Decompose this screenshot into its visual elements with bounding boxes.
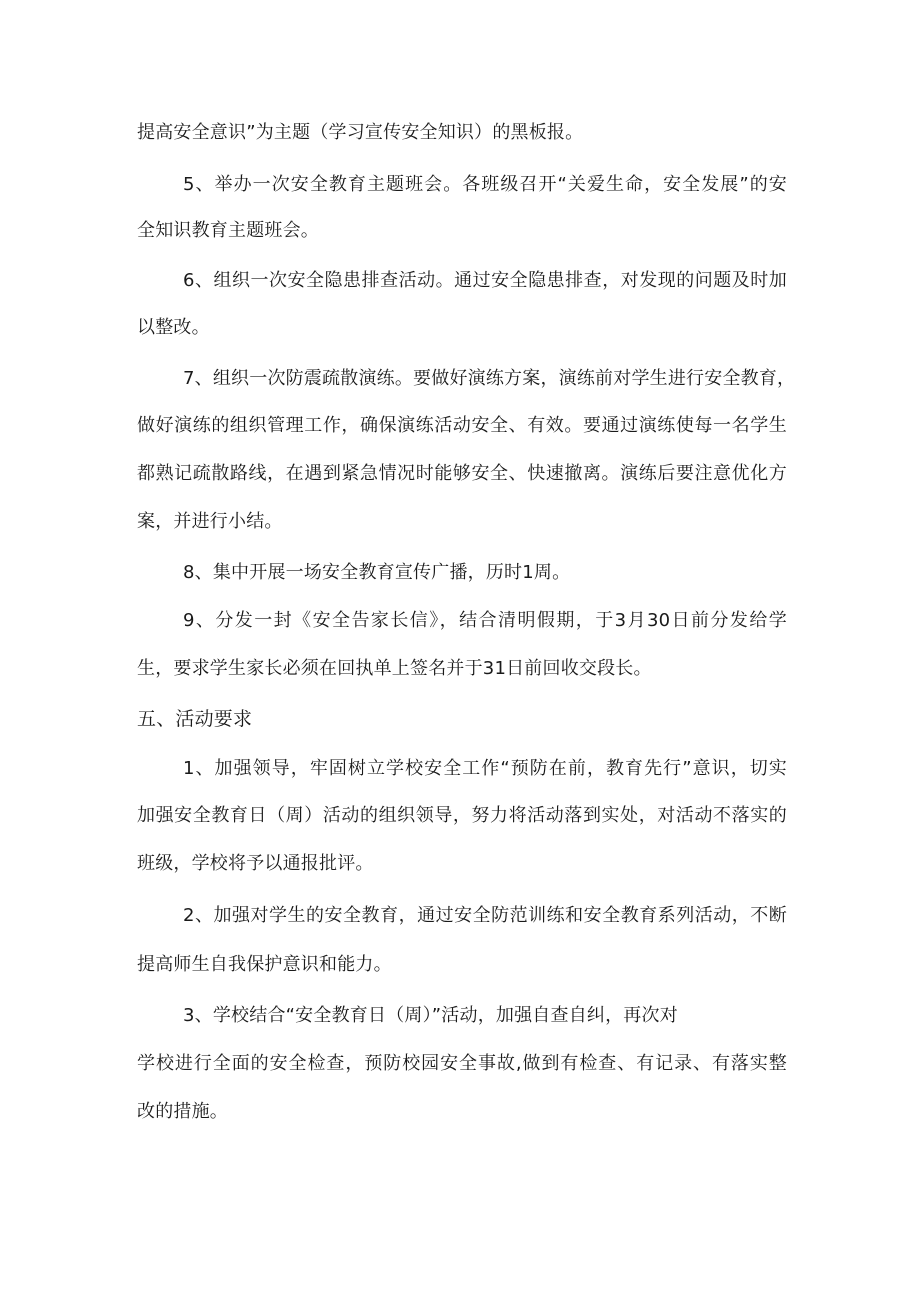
- requirement-2-line-1: 2、加强对学生的安全教育，通过安全防范训练和安全教育系列活动，不断: [183, 905, 787, 926]
- list-item-9-line-2: 生，要求学生家长必须在回执单上签名并于31日前回收交段长。: [137, 658, 652, 679]
- list-item-5-line-1: 5、举办一次安全教育主题班会。各班级召开“关爱生命，安全发展”的安: [183, 174, 787, 195]
- list-item-7-line-1: 7、组织一次防震疏散演练。要做好演练方案，演练前对学生进行安全教育，: [183, 368, 796, 389]
- list-item-6-line-2: 以整改。: [137, 317, 210, 338]
- requirement-2-line-2: 提高师生自我保护意识和能力。: [137, 954, 392, 975]
- section-heading: 五、活动要求: [137, 708, 253, 730]
- requirement-3-line-1: 3、学校结合“安全教育日（周）”活动，加强自查自纠，再次对: [183, 1005, 678, 1026]
- requirement-1-line-1: 1、加强领导，牢固树立学校安全工作“预防在前，教育先行”意识，切实: [183, 758, 787, 779]
- requirement-1-line-3: 班级，学校将予以通报批评。: [137, 853, 374, 874]
- list-item-7-line-3: 都熟记疏散路线，在遇到紧急情况时能够安全、快速撤离。演练后要注意优化方: [137, 463, 787, 484]
- requirement-1-line-2: 加强安全教育日（周）活动的组织领导，努力将活动落到实处，对活动不落实的: [137, 805, 787, 826]
- list-item-7-line-4: 案，并进行小结。: [137, 511, 283, 532]
- requirement-3-line-2: 学校进行全面的安全检查，预防校园安全事故,做到有检查、有记录、有落实整: [137, 1053, 787, 1074]
- list-item-9-line-1: 9、分发一封《安全告家长信》，结合清明假期，于3月30日前分发给学: [183, 610, 787, 631]
- requirement-3-line-3: 改的措施。: [137, 1101, 228, 1122]
- paragraph-line: 提高安全意识”为主题（学习宣传安全知识）的黑板报。: [137, 122, 584, 143]
- list-item-7-line-2: 做好演练的组织管理工作，确保演练活动安全、有效。要通过演练使每一名学生: [137, 415, 787, 436]
- list-item-8-line-1: 8、集中开展一场安全教育宣传广播，历时1周。: [183, 562, 571, 583]
- list-item-6-line-1: 6、组织一次安全隐患排查活动。通过安全隐患排查，对发现的问题及时加: [183, 270, 787, 291]
- list-item-5-line-2: 全知识教育主题班会。: [137, 220, 319, 241]
